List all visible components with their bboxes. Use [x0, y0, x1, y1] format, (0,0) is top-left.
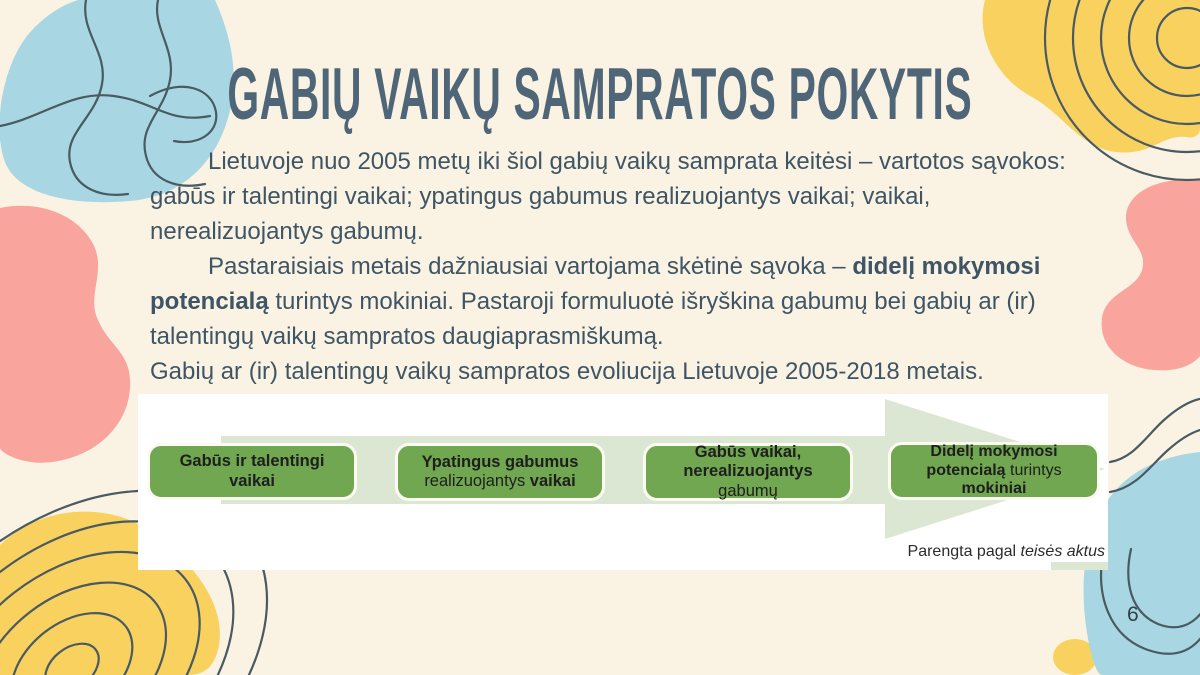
diagram-box-4-line-3: mokiniai: [961, 480, 1027, 498]
caption-italic: teisės aktus: [1020, 543, 1105, 560]
blob-salmon-left: [0, 206, 130, 463]
blob-salmon-right: [1102, 179, 1200, 370]
paragraph-1: Lietuvoje nuo 2005 metų iki šiol gabių vaikų samprata keitėsi – vartotos sąvokos: gabūs ir talentingi vaikai; ypatingus gabumus realizuojantys vaikai; vaikai, nerealizuojantys gabumų.: [150, 148, 1066, 245]
wave-right-middle-1: [1110, 398, 1200, 462]
diagram-box-3-line-2: nerealizuojantys gabumų: [683, 462, 813, 500]
diagram-box-4: [888, 442, 1100, 500]
diagram-box-3: [643, 443, 853, 501]
paragraph-2-regular: Pastaraisiais metais dažniausiai vartojama skėtinė sąvoka –: [208, 253, 853, 280]
page-number: 6: [1127, 603, 1139, 626]
paragraph-3: Gabių ar (ir) talentingų vaikų sampratos evoliucija Lietuvoje 2005-2018 metais.: [150, 358, 984, 385]
diagram-box-2: [395, 443, 605, 501]
caption-regular: Parengta pagal: [907, 543, 1021, 560]
diagram-box-3-line-1: Gabūs vaikai,: [694, 443, 802, 462]
diagram-box-1-line-1: Gabūs ir talentingi vaikai: [179, 452, 325, 490]
title-area: [0, 52, 1200, 135]
body-text-block: [150, 144, 1085, 389]
paragraph-2-bold: didelį mokymosi potencialą: [150, 253, 1041, 315]
diagram-box-1: [147, 443, 357, 500]
paragraph-2: [150, 249, 1085, 354]
diagram-box-4-line-2: potencialą turintys: [926, 461, 1062, 479]
diagram-box-2-line-2: realizuojantys vaikai: [424, 472, 576, 490]
arrow-fragment: [1051, 562, 1108, 570]
diagram-caption: [908, 543, 1105, 561]
paragraph-2-regular-2: turintys mokiniai. Pastaroji formuluotė išryškina gabumų bei gabių ar (ir) talentingų vaikų sampratos daugiaprasmiškumą.: [150, 288, 1036, 350]
diagram-box-2-line-1: Ypatingus gabumus: [421, 452, 579, 471]
slide-title: GABIŲ VAIKŲ SAMPRATOS POKYTIS: [227, 53, 973, 135]
diagram-box-4-line-1: Didelį mokymosi: [930, 443, 1058, 461]
diagram-panel: [138, 394, 1108, 570]
